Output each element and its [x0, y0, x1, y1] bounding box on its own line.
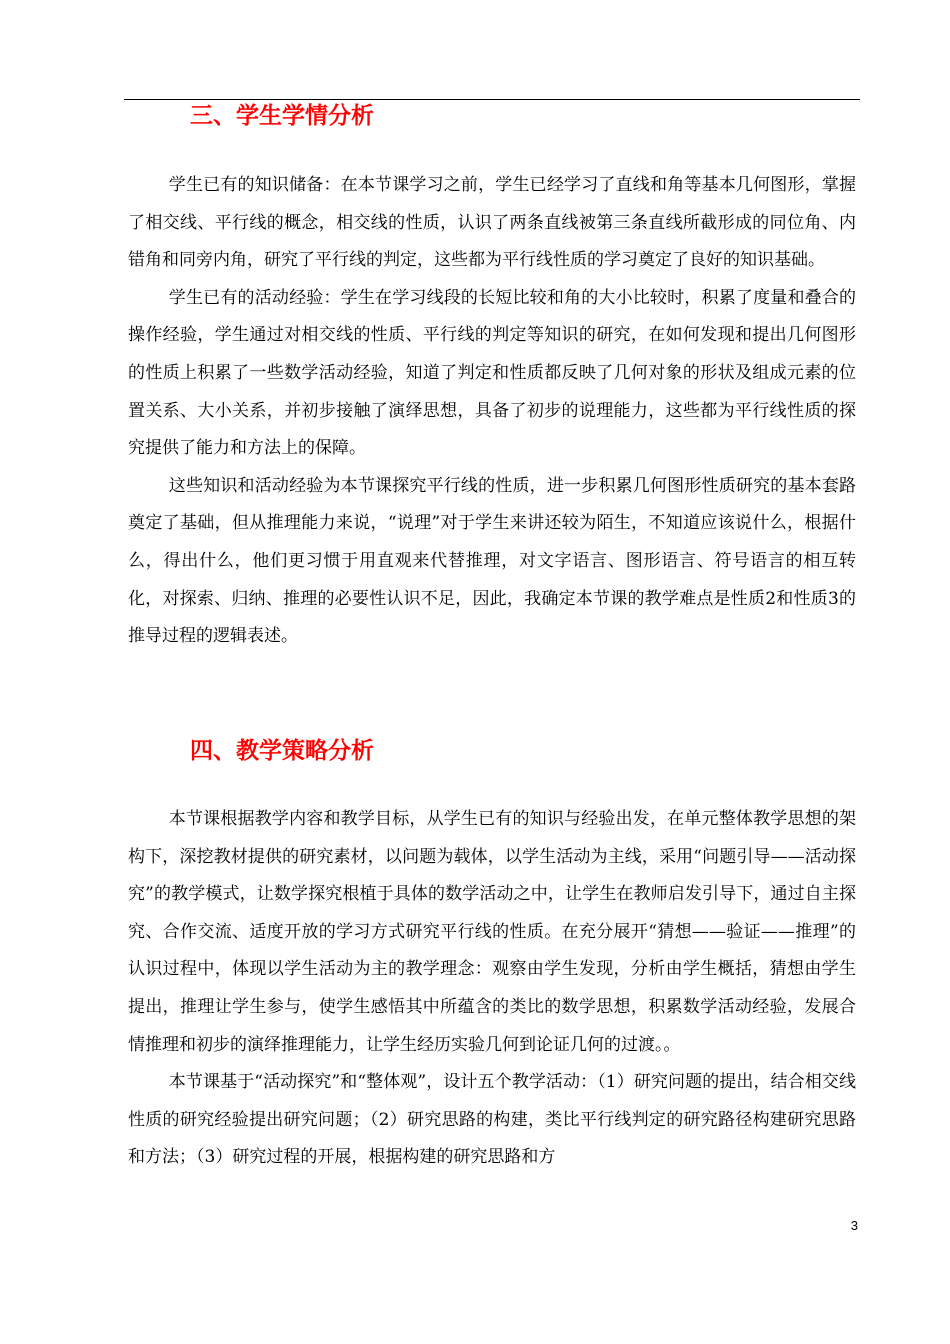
- paragraph-teaching-difficulty: 这些知识和活动经验为本节课探究平行线的性质，进一步积累几何图形性质研究的基本套路奠定了基础，但从推理能力来说，“说理”对于学生来讲还较为陌生，不知道应该说什么，根据什么，得出什么，他们更习惯于用直观来代替推理，对文字语言、图形语言、符号语言的相互转化，对探索、归纳、推理的必要性认识不足，因此，我确定本节课的教学难点是性质2和性质3的推导过程的逻辑表述。: [128, 475, 856, 647]
- section-body-student-analysis: [128, 167, 856, 656]
- paragraph-knowledge-reserve: 学生已有的知识储备：在本节课学习之前，学生已经学习了直线和角等基本几何图形，掌握了相交线、平行线的概念，相交线的性质，认识了两条直线被第三条直线所截形成的同位角、内错角和同旁内角，研究了平行线的判定，这些都为平行线性质的学习奠定了良好的知识基础。: [128, 175, 856, 271]
- page-number: 3: [850, 1218, 858, 1233]
- section-heading-student-analysis: 三、学生学情分析: [190, 103, 374, 129]
- section-body-teaching-strategy: [128, 801, 856, 1177]
- header-rule: [124, 99, 860, 100]
- section-heading-teaching-strategy: 四、教学策略分析: [190, 738, 374, 764]
- paragraph-teaching-model: 本节课根据教学内容和教学目标，从学生已有的知识与经验出发，在单元整体教学思想的架构下，深挖教材提供的研究素材，以问题为载体，以学生活动为主线，采用“问题引导——活动探究”的教学模式，让数学探究根植于具体的数学活动之中，让学生在教师启发引导下，通过自主探究、合作交流、适度开放的学习方式研究平行线的性质。在充分展开“猜想——验证——推理”的认识过程中，体现以学生活动为主的教学理念：观察由学生发现，分析由学生概括，猜想由学生提出，推理让学生参与，使学生感悟其中所蕴含的类比的数学思想，积累数学活动经验，发展合情推理和初步的演绎推理能力，让学生经历实验几何到论证几何的过渡。。: [128, 809, 856, 1055]
- paragraph-activity-experience: 学生已有的活动经验：学生在学习线段的长短比较和角的大小比较时，积累了度量和叠合的操作经验，学生通过对相交线的性质、平行线的判定等知识的研究，在如何发现和提出几何图形的性质上积累了一些数学活动经验，知道了判定和性质都反映了几何对象的形状及组成元素的位置关系、大小关系，并初步接触了演绎思想，具备了初步的说理能力，这些都为平行线性质的探究提供了能力和方法上的保障。: [128, 287, 856, 459]
- paragraph-teaching-activities: 本节课基于“活动探究”和“整体观”，设计五个教学活动：（1）研究问题的提出，结合相交线性质的研究经验提出研究问题；（2）研究思路的构建，类比平行线判定的研究路径构建研究思路和方法；（3）研究过程的开展，根据构建的研究思路和方: [128, 1072, 856, 1168]
